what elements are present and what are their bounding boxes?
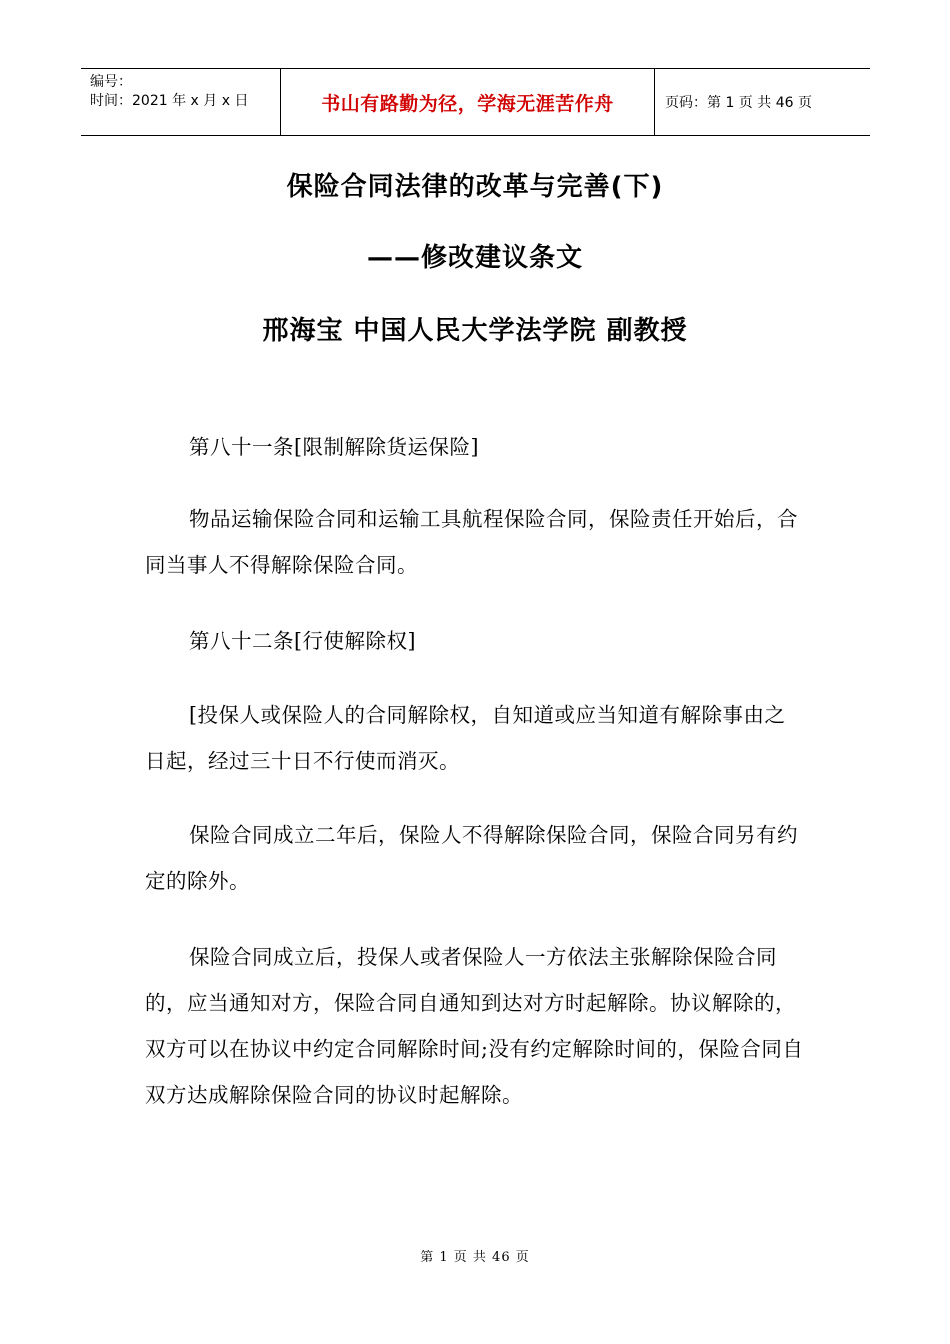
article-82-paragraph-1: [投保人或保险人的合同解除权，自知道或应当知道有解除事由之日起，经过三十日不行使而消灭。 bbox=[145, 703, 786, 773]
author-line: 邢海宝 中国人民大学法学院 副教授 bbox=[262, 316, 688, 346]
page-footer: 第 1 页 共 46 页 bbox=[420, 1250, 530, 1265]
number-label: 编号： bbox=[90, 74, 132, 90]
header-page-info: 页码：第 1 页 共 46 页 bbox=[665, 95, 812, 111]
article-82-paragraph-2: 保险合同成立二年后，保险人不得解除保险合同，保险合同另有约定的除外。 bbox=[145, 823, 798, 893]
document-subtitle: ——修改建议条文 bbox=[366, 243, 583, 273]
article-82-paragraph-3: 保险合同成立后，投保人或者保险人一方依法主张解除保险合同的，应当通知对方，保险合同自通知到达对方时起解除。协议解除的，双方可以在协议中约定合同解除时间;没有约定解除时间的，保险合同自双方达成解除保险合同的协议时起解除。 bbox=[145, 945, 804, 1107]
header-motto: 书山有路勤为径，学海无涯苦作舟 bbox=[281, 69, 655, 135]
document-title: 保险合同法律的改革与完善(下) bbox=[286, 172, 664, 202]
date-label: 时间：2021 年 x 月 x 日 bbox=[90, 93, 249, 109]
header-table bbox=[81, 68, 870, 136]
article-82-heading: 第八十二条[行使解除权] bbox=[189, 629, 416, 653]
article-81-body: 物品运输保险合同和运输工具航程保险合同，保险责任开始后，合同当事人不得解除保险合同。 bbox=[145, 507, 798, 577]
header-meta bbox=[81, 69, 281, 135]
article-81-heading: 第八十一条[限制解除货运保险] bbox=[189, 435, 479, 459]
